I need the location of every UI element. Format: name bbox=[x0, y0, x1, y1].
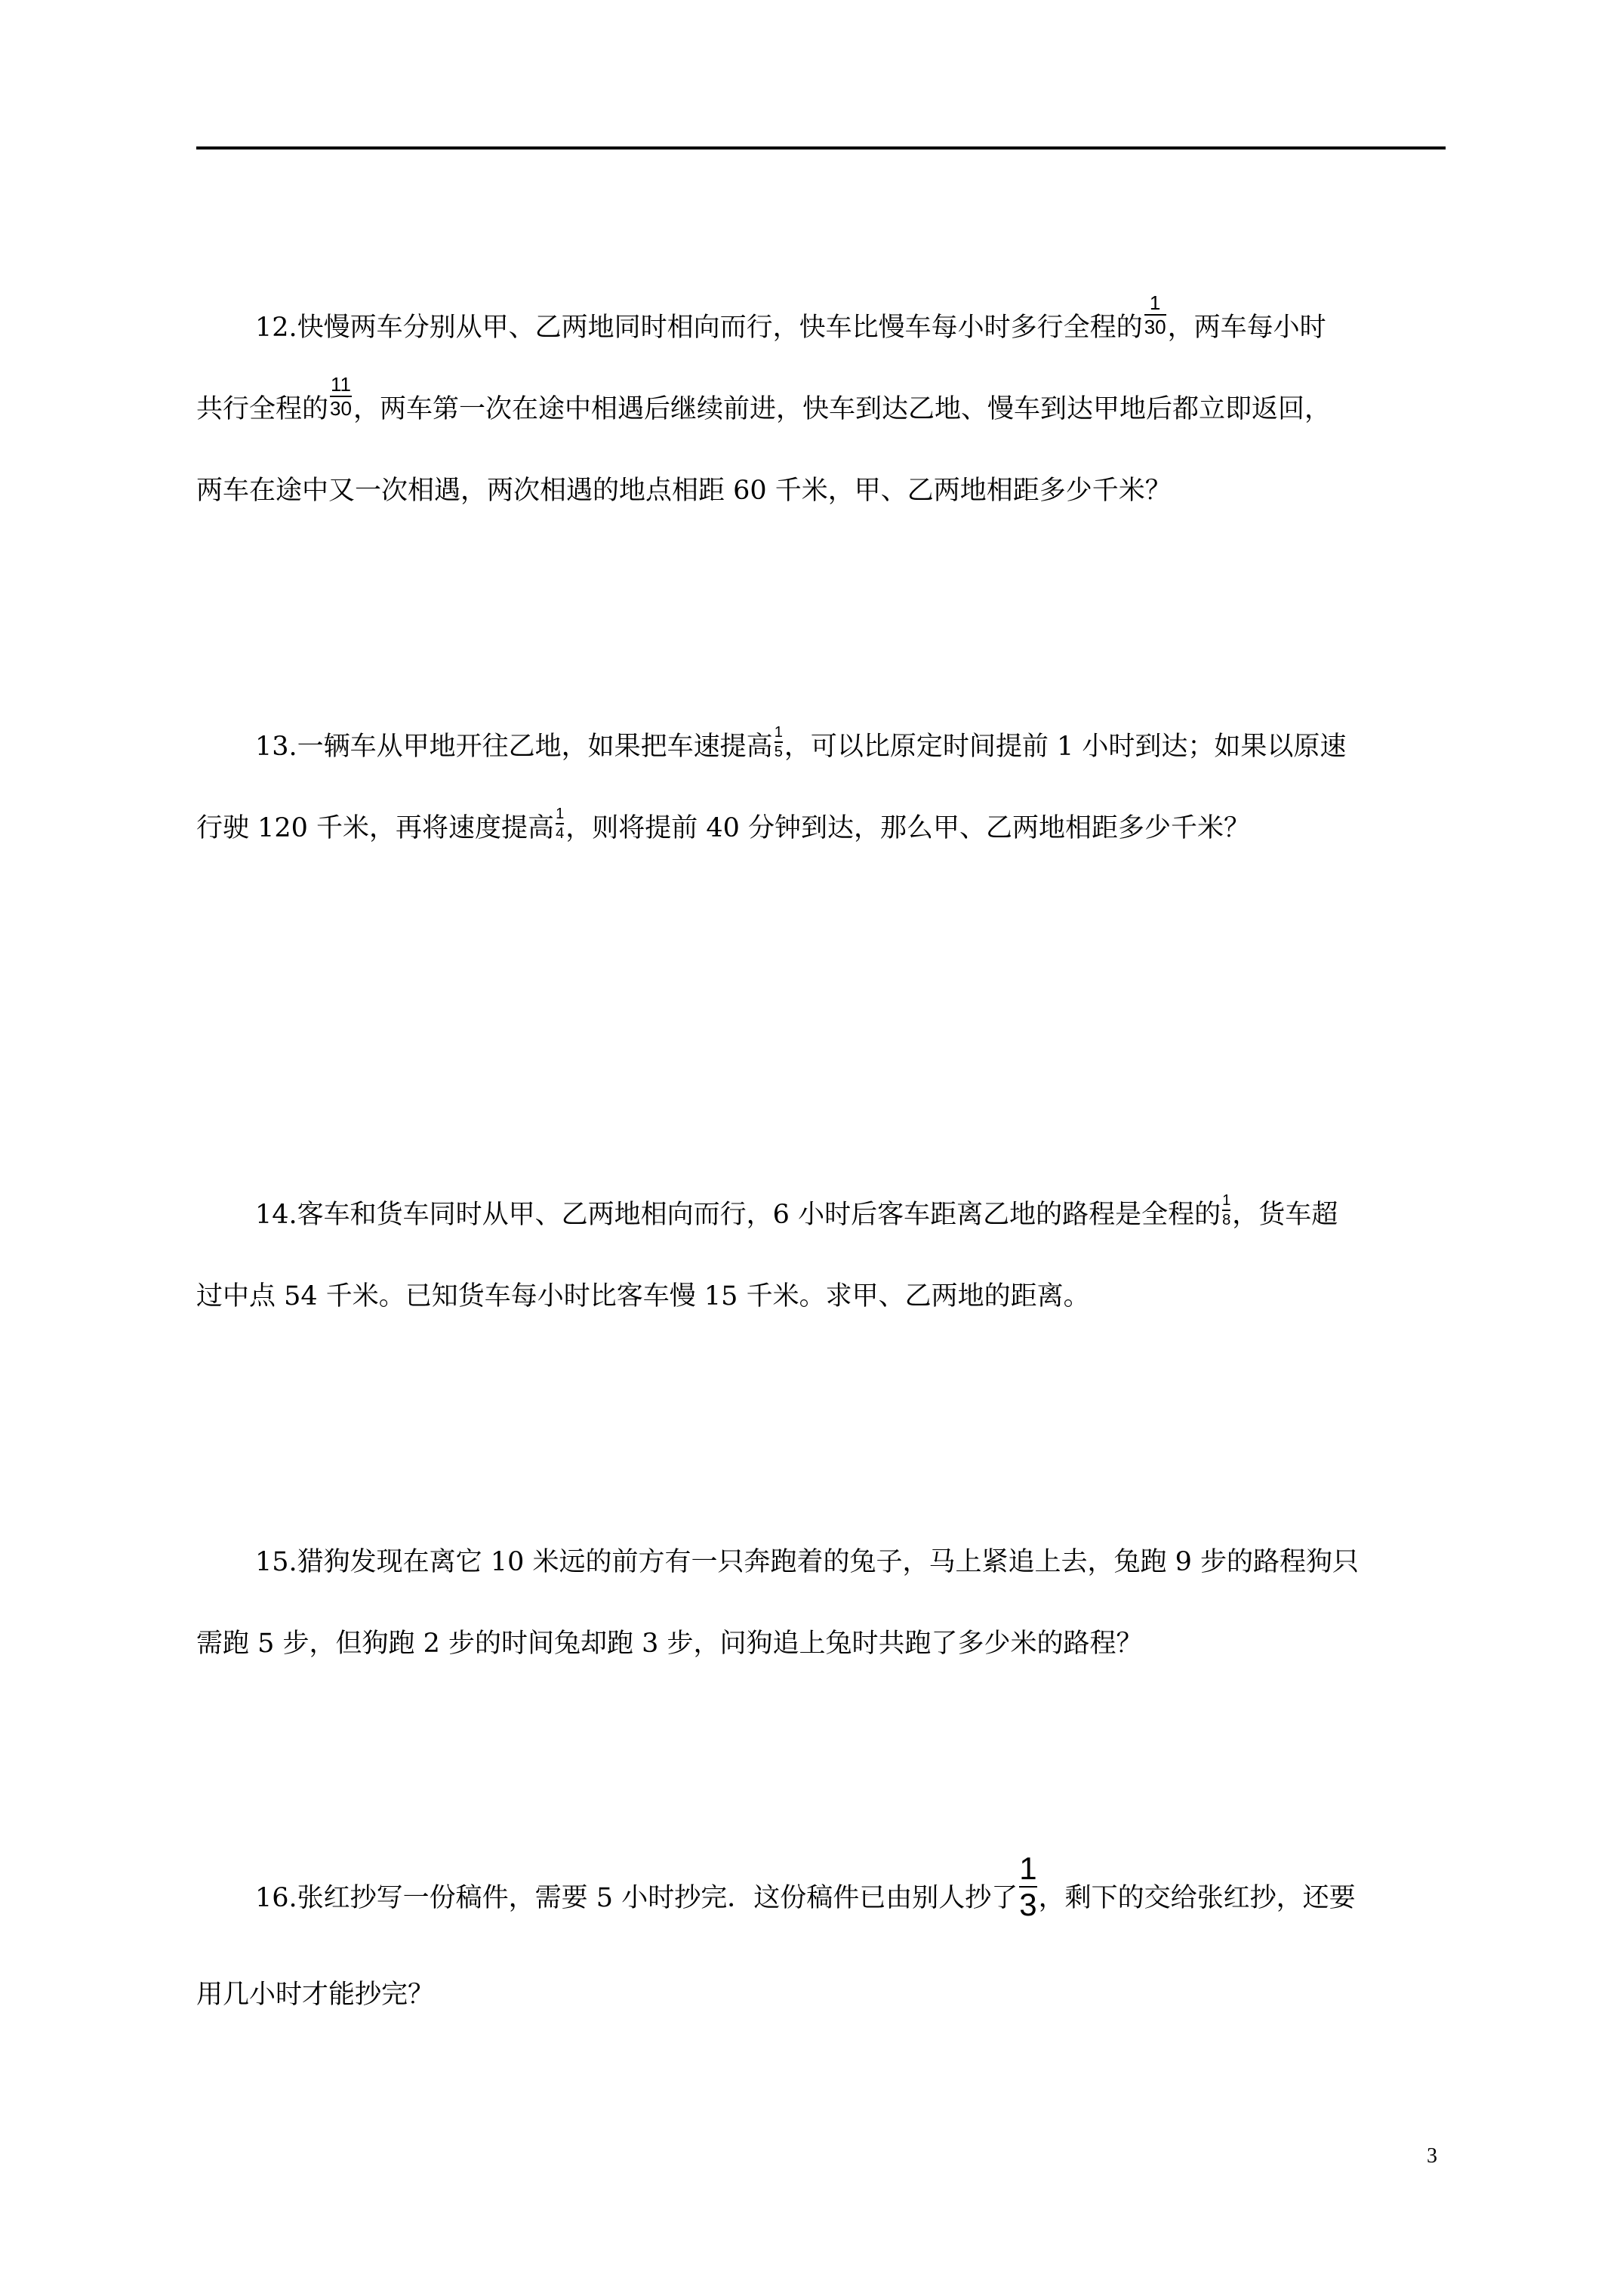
fraction bbox=[775, 725, 783, 760]
problem-15 bbox=[196, 1521, 1449, 1684]
problem-text: 共行全程的 bbox=[196, 394, 329, 424]
problem-line bbox=[196, 1851, 1449, 1954]
problem-number: 15. bbox=[255, 1547, 297, 1577]
problem-line bbox=[196, 706, 1449, 787]
problem-number: 12. bbox=[255, 313, 297, 343]
problem-number: 13. bbox=[255, 732, 297, 762]
fraction-numerator: 1 bbox=[1019, 1851, 1037, 1887]
problem-number: 14. bbox=[255, 1200, 297, 1230]
problem-line bbox=[196, 368, 1449, 450]
problem-line bbox=[196, 1256, 1449, 1337]
problem-text: 两车在途中又一次相遇，两次相遇的地点相距 60 千米，甲、乙两地相距多少千米？ bbox=[196, 476, 1172, 506]
fraction bbox=[1144, 293, 1166, 337]
fraction-denominator: 30 bbox=[330, 397, 352, 421]
problem-text: ，则将提前 40 分钟到达，那么甲、乙两地相距多少千米？ bbox=[565, 813, 1250, 843]
problem-text: 猎狗发现在离它 10 米远的前方有一只奔跑着的兔子，马上紧追上去，兔跑 9 步的路程狗只 bbox=[297, 1547, 1359, 1577]
fraction-numerator: 1 bbox=[774, 724, 783, 741]
problem-text: ，两车第一次在途中相遇后继续前进，快车到达乙地、慢车到达甲地后都立即返回， bbox=[353, 394, 1331, 424]
problem-text: 过中点 54 千米。已知货车每小时比客车慢 15 千米。求甲、乙两地的距离。 bbox=[196, 1281, 1090, 1311]
fraction bbox=[330, 373, 352, 421]
problem-text: 客车和货车同时从甲、乙两地相向而行，6 小时后客车距离乙地的路程是全程的 bbox=[297, 1200, 1221, 1230]
problem-text: ，两车每小时 bbox=[1167, 313, 1326, 343]
page-number: 3 bbox=[1427, 2144, 1437, 2168]
problem-text: 行驶 120 千米，再将速度提高 bbox=[196, 813, 555, 843]
fraction-denominator: 30 bbox=[1144, 316, 1166, 339]
fraction-numerator: 1 bbox=[1222, 1192, 1231, 1209]
problem-line bbox=[196, 450, 1449, 532]
fraction bbox=[556, 806, 564, 841]
problem-text: 需跑 5 步，但狗跑 2 步的时间兔却跑 3 步，问狗追上兔时共跑了多少米的路程？ bbox=[196, 1629, 1143, 1659]
problem-line bbox=[196, 1954, 1449, 2036]
fraction-denominator: 8 bbox=[1222, 1212, 1231, 1228]
problem-16 bbox=[196, 1851, 1449, 2036]
problem-text: ，剩下的交给张红抄，还要 bbox=[1038, 1883, 1356, 1913]
problem-12 bbox=[196, 287, 1449, 532]
header-rule bbox=[196, 146, 1446, 149]
fraction-denominator: 5 bbox=[774, 744, 783, 760]
problem-line bbox=[196, 287, 1449, 368]
problem-text: 用几小时才能抄完？ bbox=[196, 1980, 435, 2011]
fraction bbox=[1019, 1853, 1036, 1921]
problem-line bbox=[196, 1603, 1449, 1684]
problem-13 bbox=[196, 706, 1449, 869]
fraction bbox=[1222, 1193, 1230, 1228]
fraction-numerator: 11 bbox=[330, 373, 351, 396]
problem-text: ，可以比原定时间提前 1 小时到达；如果以原速 bbox=[784, 732, 1347, 762]
fraction-numerator: 1 bbox=[1149, 291, 1161, 315]
fraction-denominator: 4 bbox=[556, 825, 565, 842]
fraction-numerator: 1 bbox=[556, 806, 565, 822]
problem-text: 一辆车从甲地开往乙地，如果把车速提高 bbox=[297, 732, 773, 762]
problem-number: 16. bbox=[255, 1883, 297, 1913]
problem-14 bbox=[196, 1174, 1449, 1337]
fraction-denominator: 3 bbox=[1019, 1887, 1037, 1923]
problem-text: ，货车超 bbox=[1232, 1200, 1338, 1230]
problem-line bbox=[196, 1521, 1449, 1603]
problem-line bbox=[196, 1174, 1449, 1256]
problem-text: 快慢两车分别从甲、乙两地同时相向而行，快车比慢车每小时多行全程的 bbox=[297, 313, 1143, 343]
problem-text: 张红抄写一份稿件，需要 5 小时抄完．这份稿件已由别人抄了 bbox=[297, 1883, 1018, 1913]
problem-line bbox=[196, 787, 1449, 869]
